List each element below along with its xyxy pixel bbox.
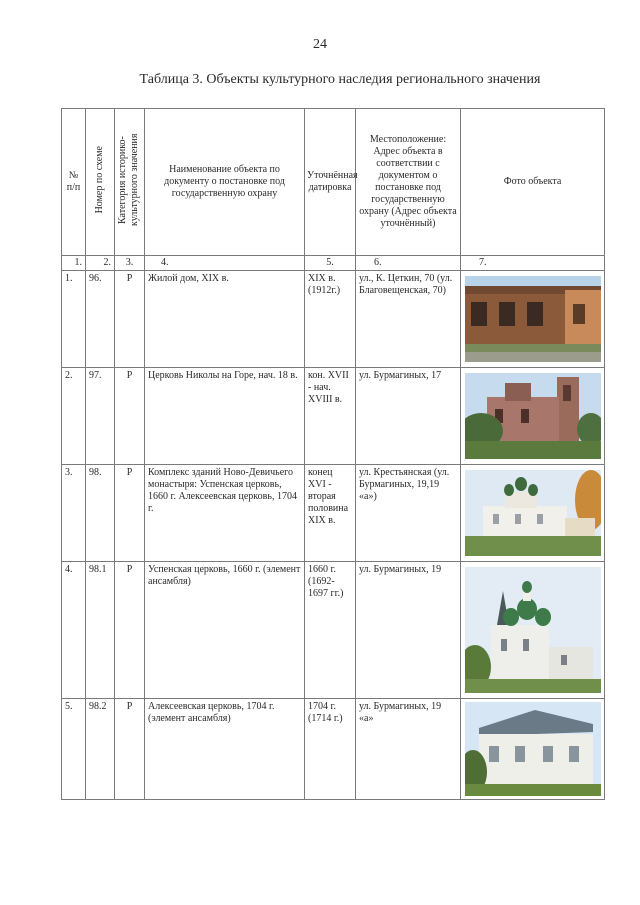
row-scheme: 98.: [86, 465, 115, 562]
header-location: Местоположение: Адрес объекта в соответствии с документом о постановке под государственную охрану (Адрес объекта уточнённый): [356, 109, 461, 256]
column-number: 3.: [115, 256, 145, 271]
header-scheme: Номер по схеме: [86, 109, 115, 256]
row-date: кон. XVII - нач. XVIII в.: [305, 368, 356, 465]
white-church-photo: [461, 699, 605, 800]
row-location: ул. Бурмагиных, 19: [356, 562, 461, 699]
table-row: [62, 562, 605, 699]
header-photo: Фото объекта: [461, 109, 605, 256]
page-number: 24: [313, 37, 327, 52]
column-number: 5.: [305, 256, 356, 271]
column-number: 7.: [461, 256, 605, 271]
column-number: 2.: [86, 256, 115, 271]
row-num: 5.: [62, 699, 86, 800]
church-ruin-photo: [461, 368, 605, 465]
row-location: ул. Крестьянская (ул. Бурмагиных, 19,19 «а»): [356, 465, 461, 562]
row-name: Комплекс зданий Ново-Девичьего монастыря: Успенская церковь, 1660 г. Алексеевская церковь, 1704 г.: [145, 465, 305, 562]
house-photo: [461, 271, 605, 368]
header-name: Наименование объекта по документу о постановке под государственную охрану: [145, 109, 305, 256]
row-category: Р: [115, 271, 145, 368]
column-number: 6.: [356, 256, 461, 271]
column-numbers-row: [62, 256, 605, 271]
table-row: [62, 699, 605, 800]
table-title: Таблица 3. Объекты культурного наследия регионального значения: [139, 72, 541, 87]
row-num: 1.: [62, 271, 86, 368]
row-date: XIX в. (1912г.): [305, 271, 356, 368]
row-num: 4.: [62, 562, 86, 699]
row-num: 2.: [62, 368, 86, 465]
table-row: [62, 465, 605, 562]
heritage-table: [61, 108, 605, 800]
header-date: Уточнённая датировка: [305, 109, 356, 256]
row-name: Успенская церковь, 1660 г. (элемент ансамбля): [145, 562, 305, 699]
row-scheme: 96.: [86, 271, 115, 368]
domed-church-photo: [461, 562, 605, 699]
row-category: Р: [115, 368, 145, 465]
row-scheme: 98.2: [86, 699, 115, 800]
row-location: ул. Бурмагиных, 19 «а»: [356, 699, 461, 800]
row-category: Р: [115, 465, 145, 562]
column-number: 1.: [62, 256, 86, 271]
row-location: ул., К. Цеткин, 70 (ул. Благовещенская, 70): [356, 271, 461, 368]
row-category: Р: [115, 562, 145, 699]
row-name: Церковь Николы на Горе, нач. 18 в.: [145, 368, 305, 465]
column-number: 4.: [145, 256, 305, 271]
row-scheme: 98.1: [86, 562, 115, 699]
row-date: 1704 г. (1714 г.): [305, 699, 356, 800]
header-category: Категория историко-культурного значения: [115, 109, 145, 256]
monastery-photo: [461, 465, 605, 562]
row-category: Р: [115, 699, 145, 800]
row-date: конец XVI - вторая половина XIX в.: [305, 465, 356, 562]
row-name: Алексеевская церковь, 1704 г. (элемент ансамбля): [145, 699, 305, 800]
header-num: № п/п: [62, 109, 86, 256]
row-location: ул. Бурмагиных, 17: [356, 368, 461, 465]
row-scheme: 97.: [86, 368, 115, 465]
row-num: 3.: [62, 465, 86, 562]
table-row: [62, 368, 605, 465]
row-date: 1660 г. (1692-1697 гг.): [305, 562, 356, 699]
table-row: [62, 271, 605, 368]
header-row: [62, 109, 605, 256]
row-name: Жилой дом, XIX в.: [145, 271, 305, 368]
